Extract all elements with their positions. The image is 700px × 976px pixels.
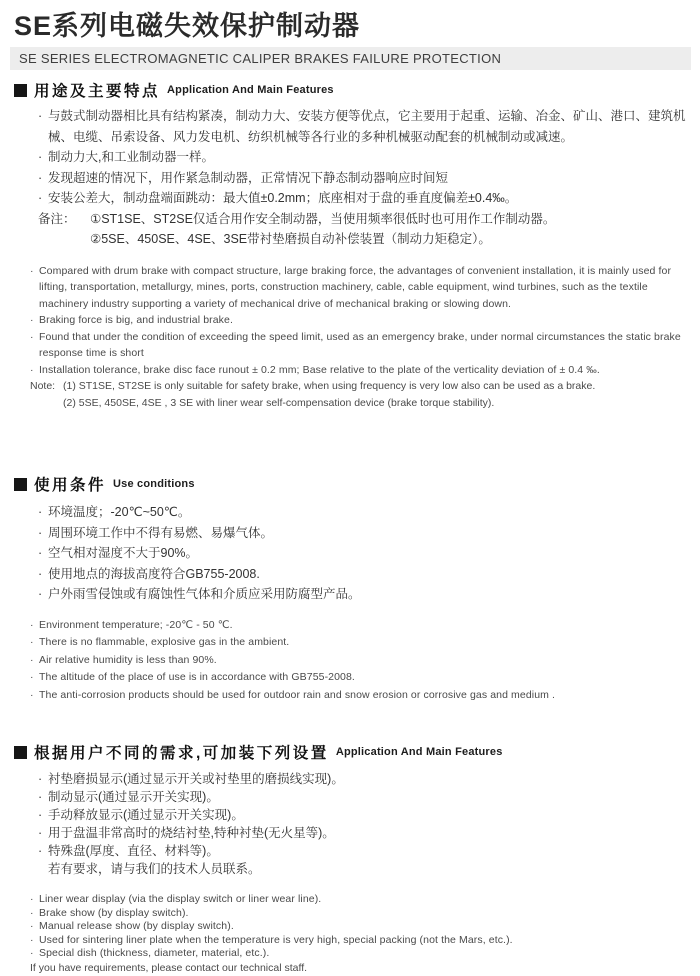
note-text: ①ST1SE、ST2SE仅适合用作安全制动器，当使用频率很低时也可用作工作制动器。	[90, 211, 556, 226]
list-item-zh	[38, 806, 686, 824]
list-item-text: The altitude of the place of use is in accordance with GB755-2008.	[39, 671, 355, 683]
bullet-dot-icon: ·	[30, 636, 34, 648]
list-item-en	[30, 669, 686, 687]
section-title-en: Use conditions	[113, 478, 195, 490]
list-item-text: 用于盘温非常高时的烧结衬垫,特种衬垫(无火星等)。	[48, 826, 335, 840]
bullet-dot-icon: ·	[30, 363, 34, 376]
bullet-dot-icon: ·	[30, 264, 34, 277]
section-title-zh: 使用条件	[34, 477, 107, 494]
list-item-text: Used for sintering liner plate when the temperature is very high, special packing (not the Mars, etc.).	[39, 933, 513, 946]
note-row	[38, 209, 686, 230]
section-title-en: Application And Main Features	[335, 746, 503, 758]
list-item-text: 户外雨雪侵蚀或有腐蚀性气体和介质应采用防腐型产品。	[48, 587, 361, 601]
bullet-list-zh	[38, 106, 686, 209]
bullet-dot-icon: ·	[38, 772, 43, 786]
bullet-list-zh	[38, 770, 686, 860]
list-item-zh	[38, 564, 686, 585]
list-item-zh	[38, 523, 686, 544]
section-title-zh: 根据用户不同的需求,可加装下列设置	[34, 745, 329, 762]
section-use-conditions	[14, 473, 686, 704]
bullet-dot-icon: ·	[30, 893, 34, 905]
note-text: (1) ST1SE, ST2SE is only suitable for safety brake, when using frequency is very low also can be used as a brake.	[63, 380, 596, 392]
list-item-text: 空气相对湿度不大于90%。	[48, 546, 199, 560]
list-item-en	[30, 687, 686, 705]
contact-note-zh: 若有要求，请与我们的技术人员联系。	[48, 862, 261, 876]
list-item-text: Found that under the condition of exceeding the speed limit, used as an emergency brake, under normal circumstances the static brake response time is short	[39, 330, 681, 359]
list-item-text: 制动力大,和工业制动器一样。	[48, 150, 214, 164]
list-item-en	[30, 362, 686, 379]
note-block-en	[30, 378, 686, 411]
bullet-list-en	[30, 617, 686, 705]
section-optional-settings	[14, 741, 686, 976]
note-row	[38, 229, 686, 250]
list-item-text: Brake show (by display switch).	[39, 906, 189, 919]
list-item-en	[30, 329, 686, 362]
list-item-text: 使用地点的海拔高度符合GB755-2008.	[48, 566, 260, 581]
section-heading	[14, 741, 686, 763]
bullet-dot-icon: ·	[38, 790, 43, 804]
list-item-text: 特殊盘(厚度、直径、材料等)。	[48, 844, 219, 858]
list-item-text: 周围环境工作中不得有易燃、易爆气体。	[48, 525, 274, 540]
list-item-en	[30, 947, 686, 961]
list-item-zh	[38, 770, 686, 788]
list-item-text: 衬垫磨损显示(通过显示开关或衬垫里的磨损线实现)。	[48, 772, 344, 786]
bullet-dot-icon: ·	[30, 618, 34, 631]
note-label: Note:	[30, 380, 56, 392]
contact-note-en: If you have requirements, please contact our technical staff.	[30, 961, 308, 974]
note-label-spacer	[38, 229, 90, 250]
bullet-dot-icon: ·	[38, 587, 43, 601]
list-item-en	[30, 312, 686, 329]
note-label-spacer	[30, 395, 63, 412]
bullet-dot-icon: ·	[38, 109, 43, 123]
section-square-icon	[14, 84, 27, 97]
section-square-icon	[14, 478, 27, 491]
bullet-dot-icon: ·	[38, 150, 43, 164]
bullet-dot-icon: ·	[30, 653, 34, 666]
bullet-dot-icon: ·	[38, 826, 43, 840]
bullet-dot-icon: ·	[30, 947, 34, 959]
bullet-dot-icon: ·	[30, 314, 34, 326]
bullet-dot-icon: ·	[30, 671, 34, 683]
bullet-dot-icon: ·	[38, 505, 43, 519]
bullet-dot-icon: ·	[38, 844, 43, 858]
list-item-text: 发现超速的情况下，用作紧急制动器，正常情况下静态制动器响应时间短	[48, 170, 449, 185]
bullet-dot-icon: ·	[30, 688, 34, 701]
section-title-en: Application And Main Features	[167, 84, 334, 96]
list-item-text: 安装公差大，制动盘端面跳动：最大值±0.2mm；底座相对于盘的垂直度偏差±0.4‰。	[48, 191, 518, 205]
note-text: ②5SE、450SE、4SE、3SE带衬垫磨损自动补偿装置（制动力矩稳定）。	[90, 232, 491, 246]
list-item-en	[30, 934, 686, 948]
note-row	[30, 395, 686, 412]
bullet-dot-icon: ·	[30, 330, 34, 343]
list-item-zh	[38, 188, 686, 209]
list-item-text: Installation tolerance, brake disc face runout ± 0.2 mm; Base relative to the plate of the verticality deviation of ± 0.4 ‰.	[39, 363, 600, 376]
list-item-text: 制动显示(通过显示开关实现)。	[48, 790, 219, 804]
list-item-text: Braking force is big, and industrial brake.	[39, 314, 233, 326]
section-heading	[14, 79, 686, 101]
section-square-icon	[14, 746, 27, 759]
list-item-zh	[38, 168, 686, 189]
list-item-zh	[38, 584, 686, 605]
list-item-zh	[38, 824, 686, 842]
note-label: 备注：	[38, 211, 76, 226]
bullet-dot-icon: ·	[38, 566, 43, 581]
list-item-en	[30, 652, 686, 670]
bullet-dot-icon: ·	[38, 191, 43, 205]
list-item-zh	[38, 106, 686, 147]
bullet-dot-icon: ·	[38, 808, 43, 822]
bullet-list-en	[30, 263, 686, 379]
bullet-list-zh	[38, 502, 686, 605]
bullet-dot-icon: ·	[30, 933, 34, 946]
bullet-dot-icon: ·	[38, 525, 43, 540]
list-item-en	[30, 263, 686, 313]
section-heading	[14, 473, 686, 495]
list-item-text: Special dish (thickness, diameter, material, etc.).	[39, 947, 270, 959]
list-item-zh	[38, 147, 686, 168]
list-item-en	[30, 893, 686, 907]
list-item-text: The anti-corrosion products should be used for outdoor rain and snow erosion or corrosive gas and medium .	[39, 688, 556, 701]
bullet-dot-icon: ·	[38, 546, 43, 560]
list-item-text: Environment temperature; -20℃ - 50 ℃.	[39, 618, 233, 631]
list-item-text: There is no flammable, explosive gas in the ambient.	[39, 636, 290, 648]
list-item-text: 手动释放显示(通过显示开关实现)。	[48, 808, 244, 822]
list-item-zh	[38, 543, 686, 564]
note-row	[30, 378, 686, 395]
list-item-text: 环境温度；-20℃~50℃。	[48, 505, 191, 519]
list-item-text: Manual release show (by display switch).	[39, 920, 234, 932]
list-item-text: Compared with drum brake with compact structure, large braking force, the advantages of convenient installation, it is mainly used for lifting, transportation, metallurgy, mines, ports, construction machinery, cable, cable equipment, wind turbines, such as the textile machinery industry supporting a variety of mechanical drive of mechanical braking or slowing down.	[39, 264, 672, 310]
list-item-en	[30, 634, 686, 652]
list-item-zh	[38, 502, 686, 523]
bullet-dot-icon: ·	[30, 906, 34, 919]
section-application-features	[14, 79, 686, 411]
list-item-en	[30, 907, 686, 921]
page-subtitle-bar: SE SERIES ELECTROMAGNETIC CALIPER BRAKES FAILURE PROTECTION	[10, 47, 691, 70]
bullet-dot-icon: ·	[38, 170, 43, 185]
list-item-text: 与鼓式制动器相比具有结构紧凑，制动力大、安装方便等优点，它主要用于起重、运输、冶金、矿山、港口、建筑机械、电缆、吊索设备、风力发电机、纺织机械等各行业的多种机械驱动配套的机械制动或减速。	[48, 109, 686, 144]
note-text: (2) 5SE, 450SE, 4SE , 3 SE with liner wear self-compensation device (brake torque stability).	[63, 396, 495, 409]
list-item-en	[30, 617, 686, 635]
list-item-zh	[38, 788, 686, 806]
page-title: SE系列电磁失效保护制动器	[14, 11, 361, 41]
list-item-text: Air relative humidity is less than 90%.	[39, 653, 217, 666]
list-item-text: Liner wear display (via the display switch or liner wear line).	[39, 893, 322, 905]
list-item-zh	[38, 842, 686, 860]
note-block-zh	[38, 209, 686, 250]
bullet-list-en	[30, 893, 686, 961]
bullet-dot-icon: ·	[30, 920, 34, 932]
list-item-en	[30, 920, 686, 934]
section-title-zh: 用途及主要特点	[34, 83, 161, 100]
